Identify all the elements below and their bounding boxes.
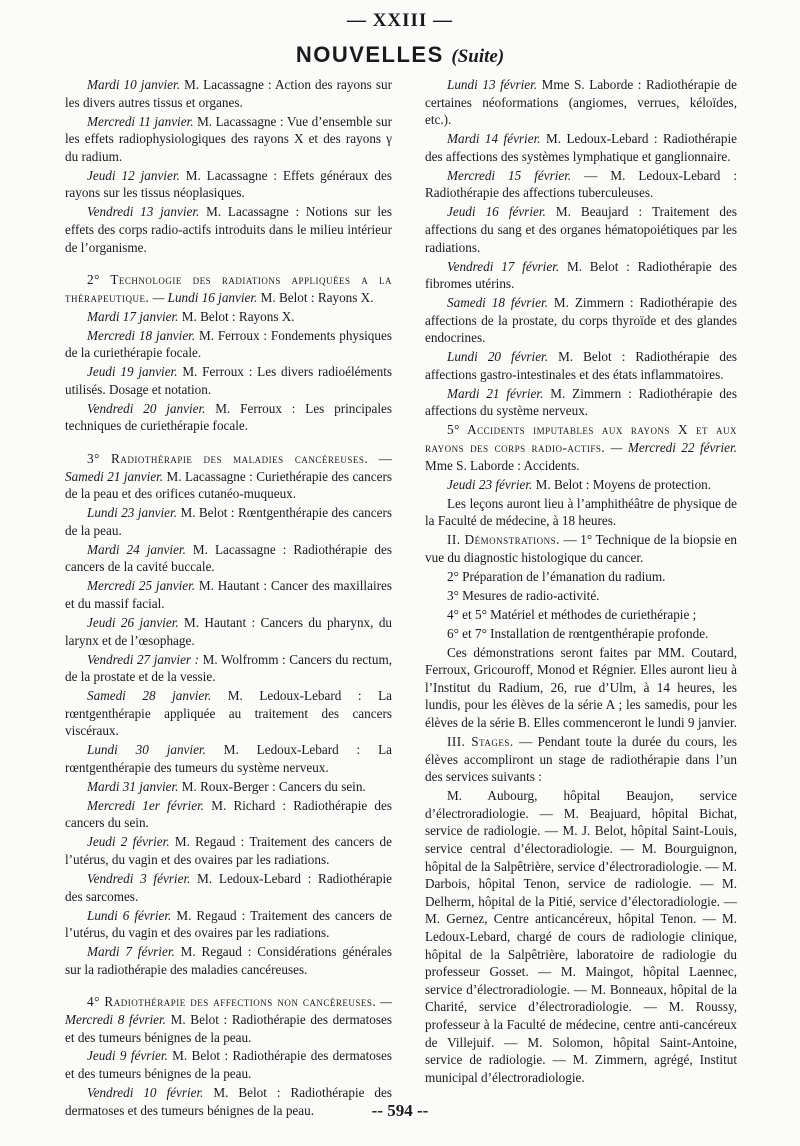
l23-date: Mardi 7 février. — [87, 944, 175, 960]
paragraph-r12 — [425, 531, 737, 566]
paragraph-r9 — [425, 421, 737, 474]
page-title-suite: (Suite) — [451, 46, 505, 67]
paragraph-l14 — [65, 614, 392, 649]
l7-text: M. Ferroux : Fondements physiques de la curiethérapie focale. — [65, 327, 392, 361]
r2-date: Mardi 14 février. — [447, 131, 541, 147]
r12-text: — 1° Technique de la biopsie en vue du diagnostic histologique du cancer. — [425, 532, 737, 565]
l9-date: Vendredi 20 janvier. — [87, 400, 206, 416]
l17-text: M. Ledoux-Lebard : La rœntgenthérapie des tumeurs du système nerveux. — [65, 742, 392, 775]
r1-date: Lundi 13 février. — [447, 77, 538, 92]
r14-text: 3° Mesures de radio-activité. — [447, 587, 600, 603]
paragraph-r7 — [425, 348, 737, 383]
page-header-number: — XXIII — — [346, 10, 454, 31]
r7-date: Lundi 20 février. — [447, 349, 549, 365]
l21-date: Vendredi 3 février. — [87, 870, 191, 886]
paragraph-l17 — [65, 741, 392, 776]
r5-text: M. Belot : Radiothérapie des fibromes utérins. — [425, 258, 737, 292]
l13-text: M. Hautant : Cancer des maxillaires et du massif facial. — [65, 578, 392, 611]
l2-text: M. Lacassagne : Vue d’ensemble sur les effets radiophysiologiques des rayons X et des rayons γ du radium. — [65, 113, 393, 164]
paragraph-l18 — [65, 778, 392, 796]
l16-text: M. Ledoux-Lebard : La rœntgenthérapie appliquée au traitement des cancers viscéraux. — [65, 688, 392, 739]
l3-date: Jeudi 12 janvier. — [87, 167, 180, 183]
l1-text: M. Lacassagne : Action des rayons sur les divers autres tissus et organes. — [65, 77, 392, 110]
paragraph-l23 — [65, 943, 392, 978]
l21-text: M. Ledoux-Lebard : Radiothérapie des sarcomes. — [65, 870, 392, 904]
l15-text: M. Wolfromm : Cancers du rectum, de la prostate et de la vessie. — [65, 651, 392, 685]
r4-date: Jeudi 16 février. — [447, 204, 546, 220]
l5-heading: 2° Technologie des radiations appliquées a la thérapeutique. — [65, 272, 392, 305]
paragraph-l4 — [65, 203, 392, 256]
paragraph-r14 — [425, 587, 737, 605]
r12-heading: II. Démonstrations. — [447, 532, 560, 548]
l22-date: Lundi 6 février. — [87, 907, 172, 923]
l7-date: Mercredi 18 janvier. — [87, 327, 196, 343]
paragraph-r8 — [425, 385, 737, 420]
paragraph-l3 — [65, 167, 392, 202]
paragraph-l7 — [65, 327, 392, 362]
paragraph-r2 — [425, 130, 737, 165]
l3-text: M. Lacassagne : Effets généraux des rayons sur les tissus néoplasiques. — [65, 167, 392, 201]
l12-date: Mardi 24 janvier. — [87, 541, 186, 557]
l24-heading: 4° Radiothérapie des affections non cancéreuses. — [87, 994, 377, 1010]
paragraph-l1 — [65, 76, 392, 111]
paragraph-l19 — [65, 797, 392, 832]
r1-text: Mme S. Laborde : Radiothérapie de certaines néoformations (angiomes, verrues, kéloïdes, etc.). — [425, 77, 737, 128]
l19-text: M. Richard : Radiothérapie des cancers du sein. — [65, 797, 392, 831]
paragraph-l5 — [65, 271, 392, 306]
r9-text: Mme S. Laborde : Accidents. — [425, 457, 580, 473]
l18-date: Mardi 31 janvier. — [87, 778, 179, 794]
paragraph-l12 — [65, 541, 392, 576]
paragraph-l22 — [65, 907, 392, 942]
l10-text2: M. Lacassagne : Curiethérapie des cancers de la peau et des orifices cutanéo-muqueux. — [65, 468, 392, 502]
r3-text: — M. Ledoux-Lebard : Radiothérapie des affections tuberculeuses. — [425, 167, 738, 201]
paragraph-r13 — [425, 568, 737, 586]
l26-text: M. Belot : Radiothérapie des dermatoses et des tumeurs bénignes de la peau. — [65, 1085, 392, 1118]
l22-text: M. Regaud : Traitement des cancers de l’utérus, du vagin et des ovaires par les radiations. — [65, 907, 392, 941]
l14-date: Jeudi 26 janvier. — [87, 614, 179, 630]
l19-date: Mercredi 1er février. — [87, 797, 205, 813]
l16-date: Samedi 28 janvier. — [87, 688, 212, 704]
paragraph-r17 — [425, 644, 737, 732]
l6-date: Mardi 17 janvier. — [87, 308, 179, 324]
paragraph-l10 — [65, 450, 392, 503]
paragraph-r10 — [425, 476, 737, 494]
r8-text: M. Zimmern : Radiothérapie des affections du système nerveux. — [425, 385, 738, 419]
paragraph-r5 — [425, 258, 737, 293]
l12-text: M. Lacassagne : Radiothérapie des cancers de la cavité buccale. — [65, 541, 392, 575]
paragraph-r4 — [425, 203, 737, 256]
paragraph-l16 — [65, 687, 392, 740]
paragraph-r19 — [425, 787, 737, 1086]
page-title-text: NOUVELLES — [295, 42, 444, 67]
l5-text: M. Belot : Rayons X. — [257, 289, 374, 305]
l24-date: — Mercredi 8 février. — [65, 994, 392, 1027]
l14-text: M. Hautant : Cancers du pharynx, du larynx et de l’œsophage. — [65, 614, 393, 648]
r9-heading: 5° Accidents imputables aux rayons X et aux rayons des corps radio-actifs. — [425, 422, 737, 455]
l5-date: — Lundi 16 janvier. — [149, 289, 258, 305]
paragraph-r6 — [425, 294, 737, 347]
l2-date: Mercredi 11 janvier. — [87, 113, 194, 129]
l13-date: Mercredi 25 janvier. — [87, 578, 196, 594]
page-number: -- 594 -- — [371, 1101, 429, 1120]
left-column — [65, 76, 392, 1121]
l11-date: Lundi 23 janvier. — [87, 505, 178, 521]
l8-text: M. Ferroux : Les divers radioéléments utilisés. Dosage et notation. — [65, 364, 392, 397]
l10-heading: 3° Radiothérapie des maladies cancéreuses. — [87, 451, 369, 467]
r4-text: M. Beaujard : Traitement des affections du sang et des organes hématopoiétiques par les radiations. — [425, 204, 738, 255]
l26-date: Vendredi 10 février. — [87, 1085, 204, 1101]
l1-date: Mardi 10 janvier. — [87, 77, 180, 92]
l9-text: M. Ferroux : Les principales techniques de curiethérapie focale. — [65, 400, 392, 434]
r16-text: 6° et 7° Installation de rœntgenthérapie profonde. — [447, 625, 709, 641]
r7-text: M. Belot : Radiothérapie des affections gastro-intestinales et des états inflammatoires. — [425, 349, 738, 382]
paragraph-l11 — [65, 504, 392, 539]
r2-text: M. Ledoux-Lebard : Radiothérapie des affections des systèmes lymphatique et ganglionnaire. — [425, 131, 737, 164]
paragraph-l13 — [65, 577, 392, 612]
r18-text: — Pendant toute la durée du cours, les élèves accompliront un stage de radiothérapie dans l’un des services suivants : — [425, 734, 737, 785]
r6-text: M. Zimmern : Radiothérapie des affections de la prostate, du corps thyroïde et des glandes endocrines. — [425, 295, 737, 346]
paragraph-l6 — [65, 308, 392, 326]
r6-date: Samedi 18 février. — [447, 295, 548, 311]
l18-text: M. Roux-Berger : Cancers du sein. — [178, 778, 366, 794]
r13-text: 2° Préparation de l’émanation du radium. — [447, 568, 666, 584]
paragraph-r3 — [425, 167, 737, 202]
paragraph-r1 — [425, 76, 737, 129]
r5-date: Vendredi 17 février. — [447, 258, 560, 274]
l23-text: M. Regaud : Considérations générales sur la radiothérapie des maladies cancéreuses. — [65, 944, 392, 977]
r18-heading: III. Stages. — [447, 734, 514, 750]
l11-text: M. Belot : Rœntgenthérapie des cancers de la peau. — [65, 505, 393, 538]
paragraph-r18 — [425, 733, 737, 786]
r15-text: 4° et 5° Matériel et méthodes de curiethérapie ; — [447, 606, 697, 622]
paragraph-r16 — [425, 625, 737, 643]
paragraph-l20 — [65, 833, 392, 868]
paragraph-l25 — [65, 1047, 392, 1082]
page-title — [0, 42, 800, 68]
r3-date: Mercredi 15 février. — [447, 167, 572, 183]
l17-date: Lundi 30 janvier. — [87, 742, 206, 758]
right-column — [425, 76, 737, 1088]
paragraph-l2 — [65, 113, 392, 166]
l20-date: Jeudi 2 février. — [87, 834, 170, 850]
l10-date: Samedi 21 janvier. — [65, 468, 164, 484]
paragraph-l8 — [65, 363, 392, 398]
paragraph-r11 — [425, 495, 737, 530]
paragraph-r15 — [425, 606, 737, 624]
l6-text: M. Belot : Rayons X. — [178, 308, 295, 324]
paragraph-l24 — [65, 993, 392, 1046]
r11-text: Les leçons auront lieu à l’amphithéâtre de physique de la Faculté de médecine, à 18 heures. — [425, 495, 737, 529]
l24-text: M. Belot : Radiothérapie des dermatoses et des tumeurs bénignes de la peau. — [65, 1011, 392, 1045]
r10-date: Jeudi 23 février. — [447, 476, 533, 492]
l10-text: — — [368, 451, 392, 467]
paragraph-l15 — [65, 651, 392, 686]
l15-date: Vendredi 27 janvier : — [87, 651, 200, 667]
paragraph-l9 — [65, 400, 392, 435]
l4-date: Vendredi 13 janvier. — [87, 204, 200, 220]
l25-date: Jeudi 9 février. — [87, 1048, 168, 1064]
r17-text: Ces démonstrations seront faites par MM. Coutard, Ferroux, Gricouroff, Monod et Régnier. Elles auront lieu à l’Institut du Radium, 26, rue d’Ulm, à 14 heures, les lundis, pour les élèves de la série A ; les samedis, pour les élèves de la série B. Elles commenceront le lundi 9 janvier. — [425, 644, 737, 731]
r19-text: M. Aubourg, hôpital Beaujon, service d’électroradiologie. — M. Beajuard, hôpital Bichat, service de radiologie. — M. J. Belot, hôpital Saint-Louis, service central d’électoradiologie. — M. Bourguignon, hôpital de la Salpêtrière, service d’électroradiologie. — M. Darbois, hôpital Tenon, service de radiologie. — M. Delherm, hôpital de la Pitié, service d’électoradiologie. — M. Gernez, Centre anticancéreux, hôpital Tenon. — M. Ledoux-Lebard, chargé de cours de radiologie clinique, hôpital de la Salpêtrière, laboratoire de radiologie du professeur Gosset. — M. Maingot, hôpital Laennec, service d’électroradiologie. — M. Bonneaux, hôpital de la Charité, service d’électroradiologie. — M. Roussy, professeur à la Faculté de médecine, centre anti-cancéreux de Villejuif. — M. Solomon, hôpital Saint-Antoine, service de radiologie. — M. Zimmern, agrégé, Institut municipal d’électroradiologie. — [425, 788, 737, 1085]
r8-date: Mardi 21 février. — [447, 385, 544, 401]
l20-text: M. Regaud : Traitement des cancers de l’utérus, du vagin et des ovaires par les radiations. — [65, 834, 392, 867]
r10-text: M. Belot : Moyens de protection. — [532, 476, 712, 492]
l25-text: M. Belot : Radiothérapie des dermatoses et des tumeurs bénignes de la peau. — [65, 1048, 392, 1082]
paragraph-l21 — [65, 870, 392, 905]
l4-text: M. Lacassagne : Notions sur les effets des corps radio-actifs introduits dans le milieu intérieur de l’organisme. — [65, 204, 392, 255]
l8-date: Jeudi 19 janvier. — [87, 364, 178, 380]
r9-date: — Mercredi 22 février. — [605, 440, 737, 455]
